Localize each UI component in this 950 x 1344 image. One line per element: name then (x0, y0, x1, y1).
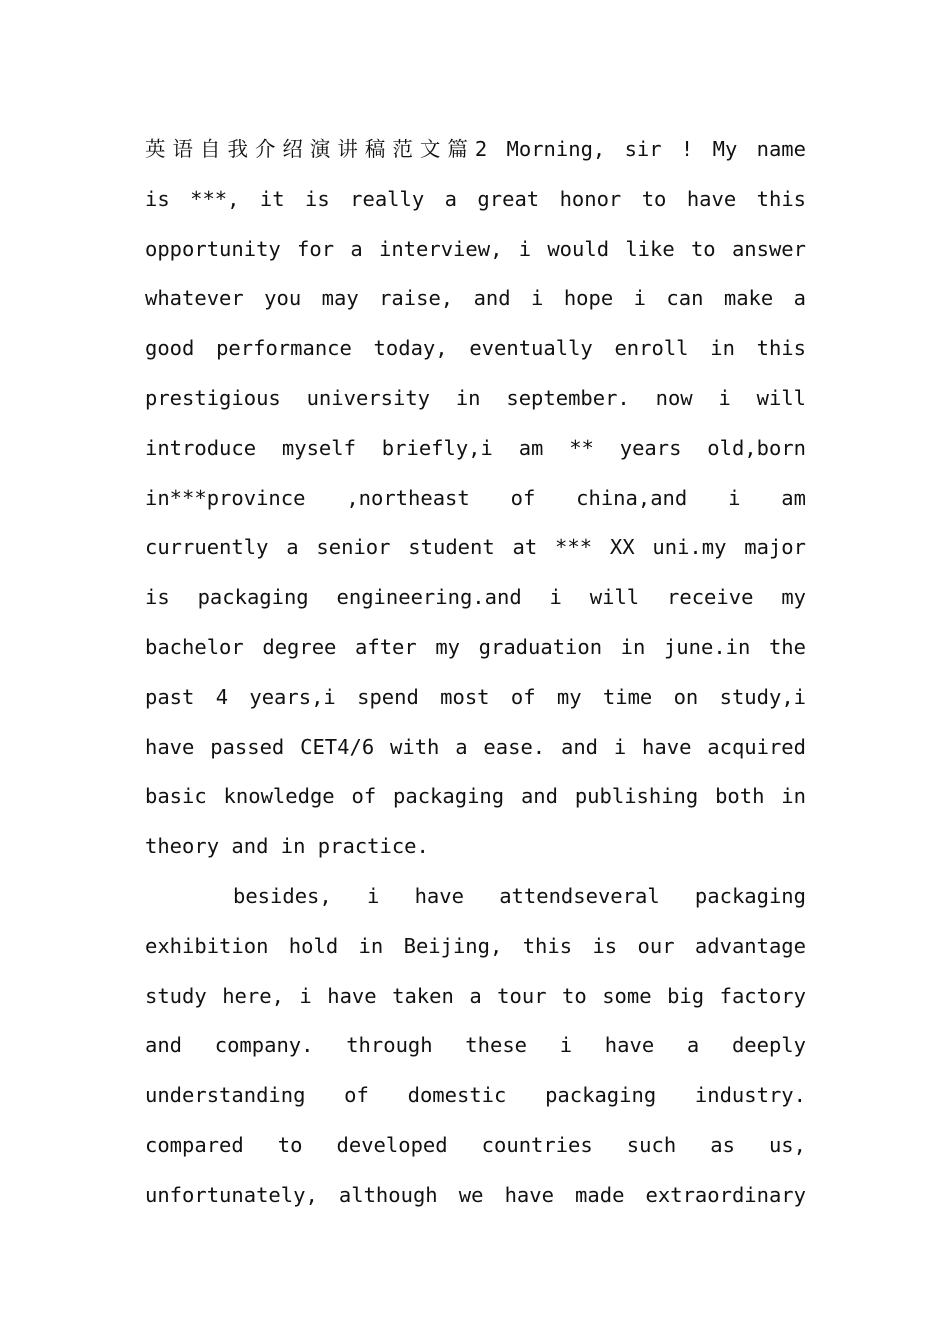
paragraph-2 (145, 872, 806, 1221)
text-line: theory and in practice. (145, 834, 429, 859)
text-line: good performance today, eventually enroll in this (145, 336, 806, 361)
text-line: unfortunately, although we have made extraordinary (145, 1182, 806, 1207)
text-line: compared to developed countries such as us, (145, 1132, 806, 1157)
text-line: bachelor degree after my graduation in june.in the (145, 634, 806, 659)
text-line: besides, i have attendseveral packaging (233, 883, 806, 908)
text-line: understanding of domestic packaging industry. (145, 1083, 806, 1108)
text-line: opportunity for a interview, i would like to answer (145, 236, 806, 261)
text-line: is packaging engineering.and i will receive my (145, 585, 806, 610)
text-line: study here, i have taken a tour to some big factory (145, 983, 806, 1008)
text-line: is ***, it is really a great honor to have this (145, 186, 806, 211)
text-line: basic knowledge of packaging and publishing both in (145, 784, 806, 809)
paragraph-1 (145, 125, 806, 872)
body-text (145, 125, 806, 1221)
text-line: and company. through these i have a deeply (145, 1033, 806, 1058)
text-line: past 4 years,i spend most of my time on study,i (145, 684, 806, 709)
text-line: introduce myself briefly,i am ** years old,born (145, 435, 806, 460)
text-line: whatever you may raise, and i hope i can make a (145, 286, 806, 311)
text-line: exhibition hold in Beijing, this is our advantage (145, 933, 806, 958)
text-line: prestigious university in september. now i will (145, 385, 806, 410)
text-line: curruently a senior student at *** XX uni.my major (145, 535, 806, 560)
text-line: have passed CET4/6 with a ease. and i have acquired (145, 734, 806, 759)
text-line: in***province ,northeast of china,and i am (145, 485, 806, 510)
text-line: 英语自我介绍演讲稿范文篇2 Morning, sir ! My name (145, 137, 806, 161)
